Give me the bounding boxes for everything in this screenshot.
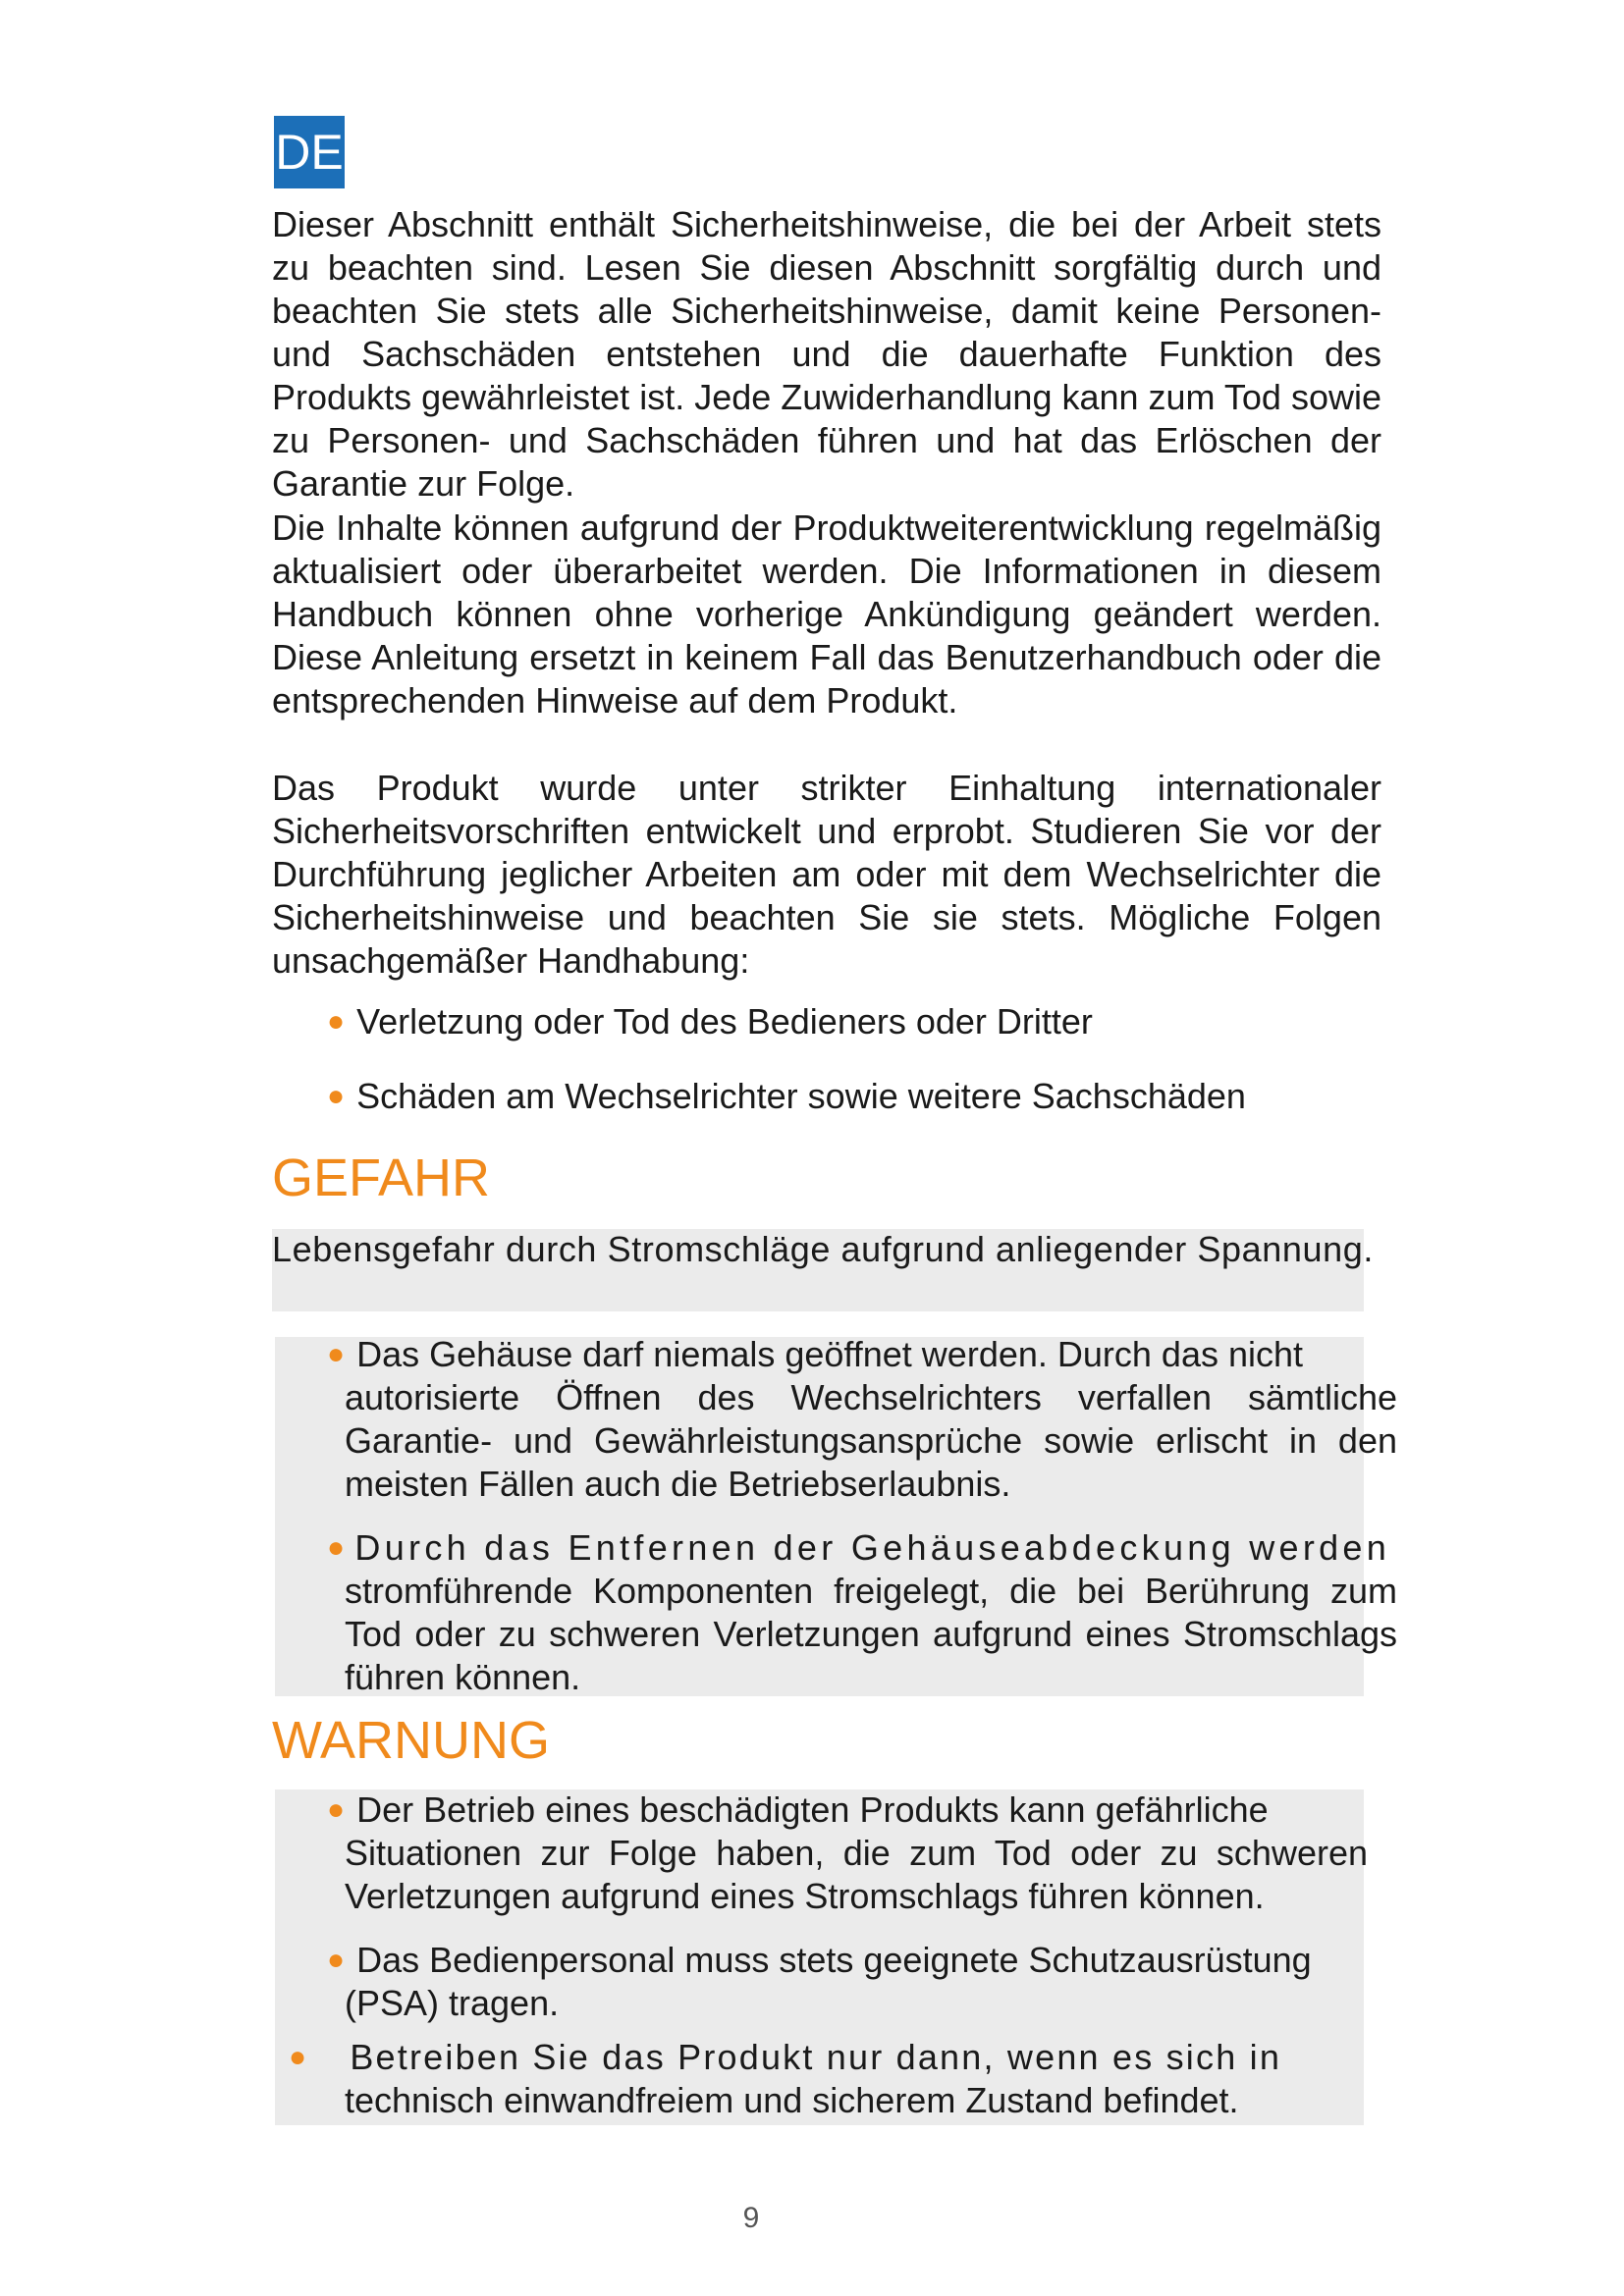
page-number: 9 (742, 2202, 760, 2234)
intro-paragraph-3: Das Produkt wurde unter strikter Einhaltung internationaler Sicherheitsvorschriften entwickelt und erprobt. Studieren Sie vor der Durchführung jeglicher Arbeiten am oder mit dem Wechselrichter die Sicherheitshinweise und beachten Sie sie stets. Mögliche Folgen unsachgemäßer Handhabung: (272, 768, 1381, 981)
language-badge: DE (274, 116, 345, 188)
danger-item-text: Durch das Entfernen der Gehäuseabdeckung werden (354, 1527, 1391, 1568)
intro-paragraph-2: Die Inhalte können aufgrund der Produktweiterentwicklung regelmäßig aktualisiert oder überarbeitet werden. Die Informationen in diesem Handbuch können ohne vorherige Ankündigung geändert werden. Diese Anleitung ersetzt in keinem Fall das Benutzerhandbuch oder die entsprechenden Hinweise auf dem Produkt. (272, 507, 1381, 721)
danger-item-first-line (327, 1526, 1397, 1570)
bullet-dot-icon: ● (327, 1080, 346, 1112)
warning-item-rest: technisch einwandfreiem und sicherem Zustand befindet. (345, 2080, 1239, 2120)
bullet-dot-icon: ● (327, 1793, 346, 1826)
bullet-dot-icon: ● (327, 1338, 346, 1370)
consequence-item (327, 1075, 1246, 1118)
danger-item-first-line (327, 1333, 1397, 1376)
bullet-dot-icon: ● (289, 2041, 309, 2073)
danger-item-rest: autorisierte Öffnen des Wechselrichters verfallen sämtliche Garantie- und Gewährleistungsansprüche sowie erlischt in den meisten Fällen auch die Betriebserlaubnis. (345, 1377, 1397, 1504)
danger-heading: GEFAHR (272, 1148, 491, 1207)
intro-paragraph-1: Dieser Abschnitt enthält Sicherheitshinweise, die bei der Arbeit stets zu beachten sind. Lesen Sie diesen Abschnitt sorgfältig durch und beachten Sie stets alle Sicherheitshinweise, damit keine Personen- und Sachschäden entstehen und die dauerhafte Funktion des Produkts gewährleistet ist. Jede Zuwiderhandlung kann zum Tod sowie zu Personen- und Sachschäden führen und hat das Erlöschen der Garantie zur Folge. (272, 204, 1381, 504)
warning-item (327, 1789, 1368, 1918)
consequence-item (327, 1000, 1093, 1043)
danger-item (327, 1333, 1397, 1506)
danger-item-text: Das Gehäuse darf niemals geöffnet werden. Durch das nicht (356, 1334, 1304, 1374)
warning-item-rest: Situationen zur Folge haben, die zum Tod oder zu schweren Verletzungen aufgrund eines Stromschlags führen können. (345, 1833, 1368, 1916)
warning-item-first-line (289, 2036, 1359, 2079)
warning-item-text: Betreiben Sie das Produkt nur dann, wenn es sich in (350, 2037, 1282, 2077)
warning-item-first-line (327, 1789, 1368, 1832)
warning-item (327, 1939, 1368, 2025)
warning-item-rest: (PSA) tragen. (345, 1983, 560, 2023)
consequence-text: Verletzung oder Tod des Bedieners oder Dritter (356, 1001, 1093, 1041)
bullet-dot-icon: ● (327, 1944, 346, 1976)
warning-item (289, 2036, 1359, 2122)
bullet-dot-icon: ● (327, 1531, 350, 1564)
danger-lead-text: Lebensgefahr durch Stromschläge aufgrund anliegender Spannung. (272, 1229, 1374, 1269)
warning-item-text: Der Betrieb eines beschädigten Produkts kann gefährliche (356, 1789, 1269, 1830)
danger-item-rest: stromführende Komponenten freigelegt, die bei Berührung zum Tod oder zu schweren Verletzungen aufgrund eines Stromschlags führen können. (345, 1571, 1397, 1697)
warning-item-text: Das Bedienpersonal muss stets geeignete Schutzausrüstung (356, 1940, 1312, 1980)
warning-item-first-line (327, 1939, 1368, 1982)
warning-heading: WARNUNG (272, 1711, 550, 1770)
bullet-dot-icon: ● (327, 1005, 346, 1038)
danger-item (327, 1526, 1397, 1699)
consequence-text: Schäden am Wechselrichter sowie weitere Sachschäden (356, 1076, 1246, 1116)
